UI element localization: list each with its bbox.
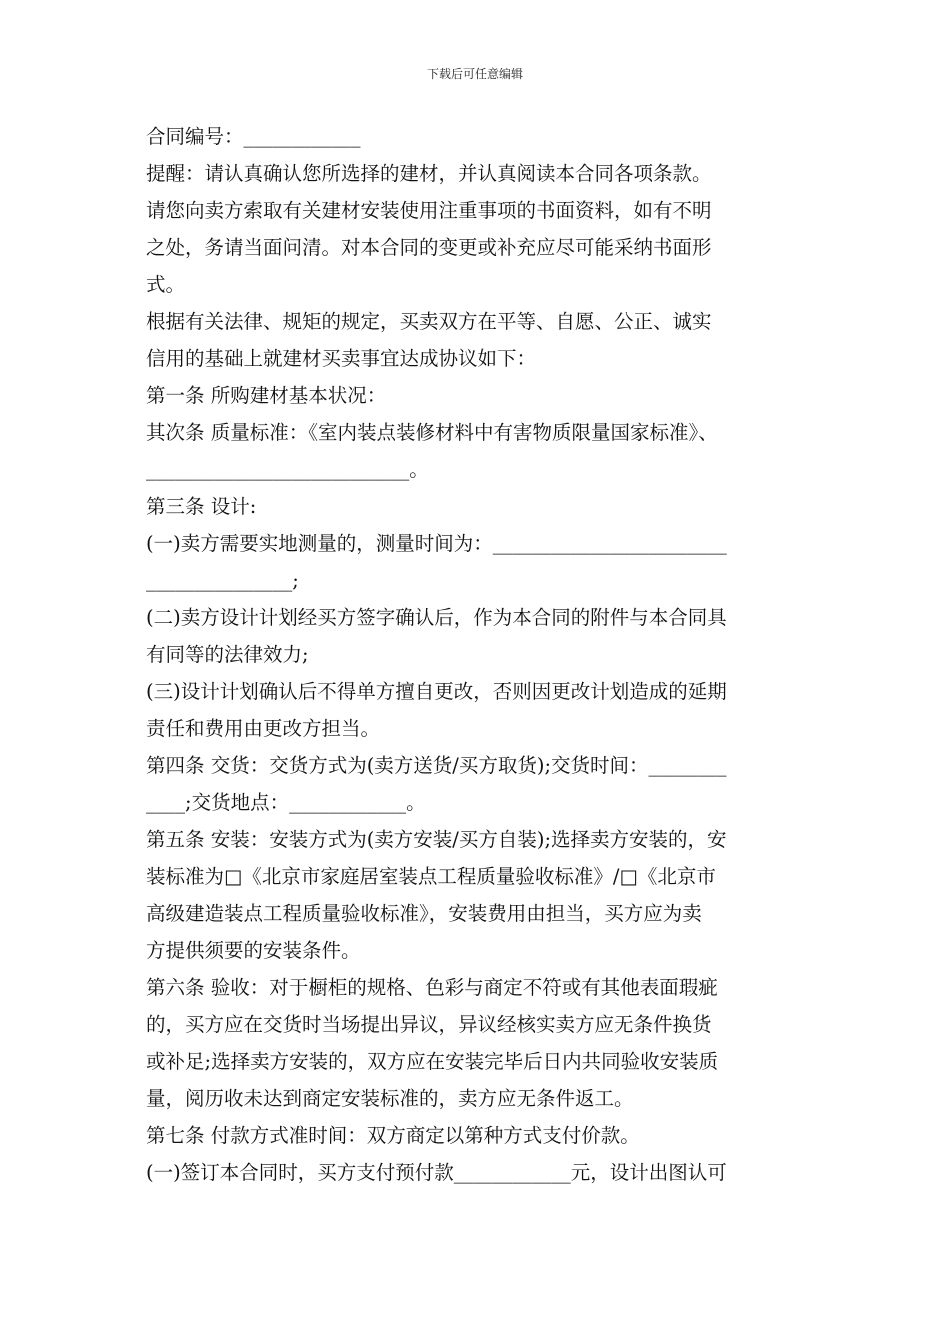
paragraph-line: 信用的基础上就建材买卖事宜达成协议如下：	[146, 347, 537, 370]
article-7-item-1: (一)签订本合同时，买方支付预付款____________元，设计出图认可	[146, 1161, 727, 1184]
article-2-blank-line: ___________________________。	[146, 458, 429, 481]
article-5-cont: 方提供须要的安装条件。	[146, 939, 361, 962]
article-3-item-2: (二)卖方设计计划经买方签字确认后，作为本合同的附件与本合同具	[146, 606, 727, 629]
article-6-cont: 或补足;选择卖方安装的，双方应在安装完毕后日内共同验收安装质	[146, 1050, 719, 1073]
article-7-heading: 第七条 付款方式准时间：双方商定以第种方式支付价款。	[146, 1124, 640, 1147]
paragraph-line: 请您向卖方索取有关建材安装使用注重事项的书面资料，如有不明	[146, 199, 712, 222]
contract-number-line: 合同编号：____________	[146, 125, 361, 148]
contract-body	[146, 118, 810, 1191]
article-5-line: 第五条 安装：安装方式为(卖方安装/买方自装);选择卖方安装的，安	[146, 828, 727, 851]
article-3-heading: 第三条 设计:	[146, 495, 257, 518]
paragraph-line: 根据有关法律、规矩的规定，买卖双方在平等、自愿、公正、诚实	[146, 310, 712, 333]
article-3-item-1-cont: _______________;	[146, 569, 299, 592]
article-1-heading: 第一条 所购建材基本状况：	[146, 384, 387, 407]
page-header-note: 下载后可任意编辑	[426, 67, 523, 81]
article-5-cont: 高级建造装点工程质量验收标准》，安装费用由担当，买方应为卖	[146, 902, 702, 925]
article-4-line: 第四条 交货：交货方式为(卖方送货/买方取货);交货时间：________	[146, 754, 727, 777]
article-6-cont: 的，买方应在交货时当场提出异议，异议经核实卖方应无条件换货	[146, 1013, 712, 1036]
article-3-item-3: (三)设计计划确认后不得单方擅自更改，否则因更改计划造成的延期	[146, 680, 727, 703]
paragraph-line: 之处，务请当面问清。对本合同的变更或补充应尽可能采纳书面形	[146, 236, 712, 259]
article-6-cont: 量，阅历收未达到商定安装标准的，卖方应无条件返工。	[146, 1087, 634, 1110]
paragraph-line: 式。	[146, 273, 186, 296]
article-3-item-3-cont: 责任和费用由更改方担当。	[146, 717, 381, 740]
article-4-cont: ____;交货地点：____________。	[146, 791, 426, 814]
article-6-line: 第六条 验收：对于橱柜的规格、色彩与商定不符或有其他表面瑕疵	[146, 976, 718, 999]
article-3-item-2-cont: 有同等的法律效力;	[146, 643, 309, 666]
reminder-line: 提醒：请认真确认您所选择的建材，并认真阅读本合同各项条款。	[146, 162, 712, 185]
article-2-line: 其次条 质量标准：《室内装点装修材料中有害物质限量国家标准》、	[146, 421, 718, 444]
article-3-item-1: (一)卖方需要实地测量的，测量时间为：________________________	[146, 532, 727, 555]
article-5-cont: 装标准为□《北京市家庭居室装点工程质量验收标准》/□《北京市	[146, 865, 716, 888]
